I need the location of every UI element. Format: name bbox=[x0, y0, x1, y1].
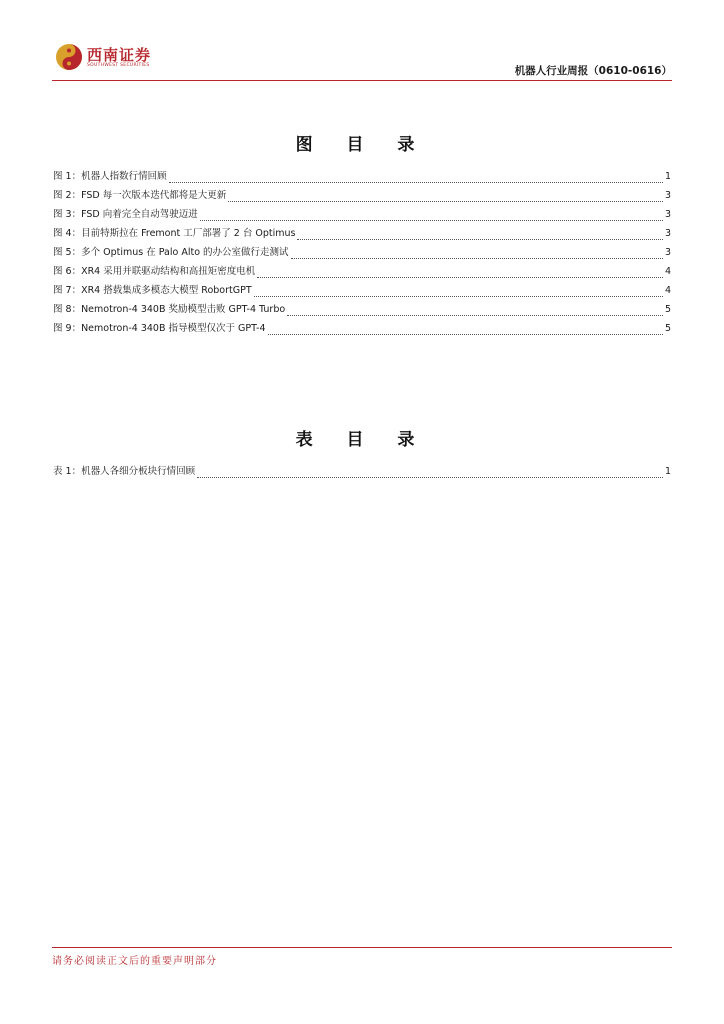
toc-entry[interactable] bbox=[53, 320, 671, 339]
toc-entry-label: 图 5： bbox=[53, 247, 82, 258]
toc-leader-dots bbox=[268, 333, 663, 335]
toc-entry[interactable] bbox=[53, 301, 671, 320]
toc-leader-dots bbox=[169, 181, 663, 183]
toc-entry[interactable] bbox=[53, 206, 671, 225]
header-divider bbox=[52, 80, 672, 81]
toc-entry-page: 3 bbox=[664, 247, 671, 258]
toc-leader-dots bbox=[257, 276, 663, 278]
toc-entry-page: 3 bbox=[664, 190, 671, 201]
toc-entry-label: 图 6： bbox=[53, 266, 82, 277]
report-title: 机器人行业周报（0610-0616） bbox=[514, 65, 672, 77]
toc-leader-dots bbox=[291, 257, 663, 259]
toc-entry-title: FSD 向着完全自动驾驶迈进 bbox=[81, 209, 198, 220]
toc-leader-dots bbox=[287, 314, 663, 316]
toc-entry[interactable] bbox=[53, 168, 671, 187]
toc-entry-page: 1 bbox=[664, 466, 671, 477]
toc-entry-label: 图 4： bbox=[53, 228, 82, 239]
page-header bbox=[0, 0, 724, 84]
toc-entry-page: 4 bbox=[664, 285, 671, 296]
toc-entry-title: Nemotron-4 340B 奖励模型击败 GPT-4 Turbo bbox=[81, 304, 286, 315]
toc-entry-page: 5 bbox=[664, 304, 671, 315]
toc-entry-label: 图 7： bbox=[53, 285, 82, 296]
footer-divider bbox=[52, 947, 672, 948]
toc-entry-page: 3 bbox=[664, 228, 671, 239]
toc-entry-label: 图 3： bbox=[53, 209, 82, 220]
toc-entry-title: 多个 Optimus 在 Palo Alto 的办公室做行走测试 bbox=[81, 247, 289, 258]
toc-leader-dots bbox=[228, 200, 663, 202]
toc-entry[interactable] bbox=[53, 187, 671, 206]
logo-english-name: SOUTHWEST SECURITIES bbox=[87, 63, 150, 68]
toc-leader-dots bbox=[297, 238, 663, 240]
toc-entry-label: 表 1： bbox=[53, 466, 82, 477]
toc-entry-label: 图 8： bbox=[53, 304, 82, 315]
toc-entry-page: 3 bbox=[664, 209, 671, 220]
toc-leader-dots bbox=[197, 476, 663, 478]
figure-toc-list bbox=[53, 168, 671, 339]
toc-entry-title: FSD 每一次版本迭代都将是大更新 bbox=[81, 190, 227, 201]
toc-entry-title: 机器人各细分板块行情回顾 bbox=[81, 466, 196, 477]
footer-disclaimer: 请务必阅读正文后的重要声明部分 bbox=[52, 956, 217, 967]
toc-entry-page: 4 bbox=[664, 266, 671, 277]
toc-entry-title: Nemotron-4 340B 指导模型仅次于 GPT-4 bbox=[81, 323, 266, 334]
logo-mark-icon bbox=[55, 43, 83, 71]
toc-entry-label: 图 9： bbox=[53, 323, 82, 334]
toc-entry-title: 目前特斯拉在 Fremont 工厂部署了 2 台 Optimus bbox=[81, 228, 296, 239]
table-toc-heading: 表 目 录 bbox=[295, 430, 429, 450]
toc-entry-title: XR4 采用并联驱动结构和高扭矩密度电机 bbox=[81, 266, 256, 277]
toc-entry[interactable] bbox=[53, 263, 671, 282]
toc-entry[interactable] bbox=[53, 463, 671, 482]
toc-entry-label: 图 2： bbox=[53, 190, 82, 201]
company-logo bbox=[55, 43, 155, 73]
toc-leader-dots bbox=[200, 219, 663, 221]
toc-entry[interactable] bbox=[53, 225, 671, 244]
toc-entry[interactable] bbox=[53, 244, 671, 263]
toc-entry-title: XR4 搭载集成多模态大模型 RobortGPT bbox=[81, 285, 252, 296]
table-toc-list bbox=[53, 463, 671, 482]
toc-entry-page: 5 bbox=[664, 323, 671, 334]
toc-entry-title: 机器人指数行情回顾 bbox=[81, 171, 167, 182]
toc-entry-page: 1 bbox=[664, 171, 671, 182]
logo-chinese-name: 西南证券 bbox=[87, 46, 152, 64]
toc-leader-dots bbox=[254, 295, 663, 297]
toc-entry[interactable] bbox=[53, 282, 671, 301]
figure-toc-heading: 图 目 录 bbox=[295, 135, 429, 155]
toc-entry-label: 图 1： bbox=[53, 171, 82, 182]
